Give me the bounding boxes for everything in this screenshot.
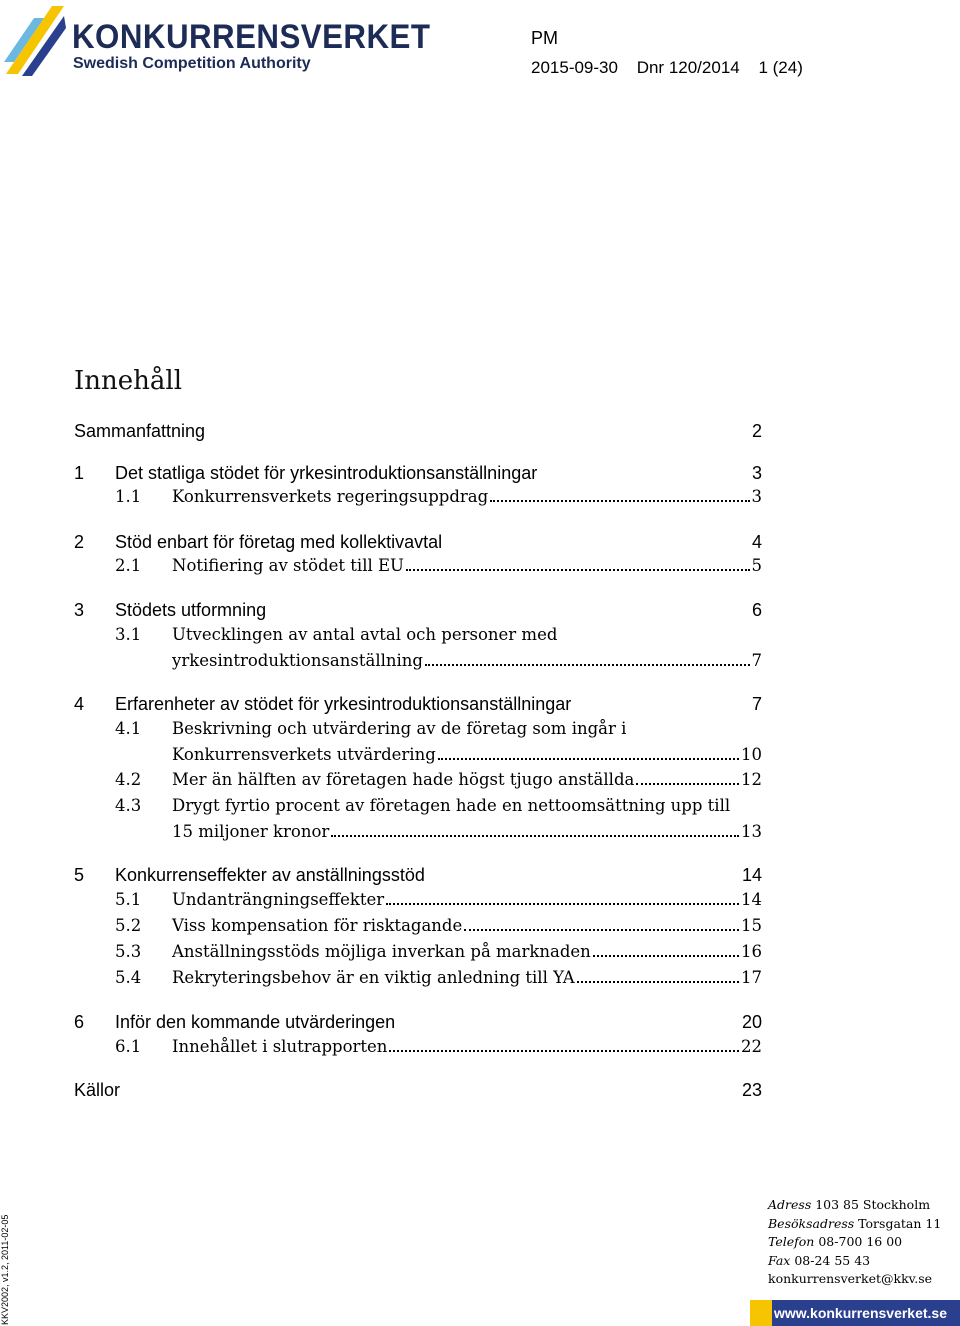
dot-leader — [389, 1050, 739, 1052]
toc-subentry[interactable] — [74, 1034, 762, 1060]
toc-entry-number: 6 — [74, 1012, 85, 1032]
toc-entry[interactable] — [74, 691, 762, 717]
dot-leader — [636, 783, 739, 785]
toc-entry-title-line2: Konkurrensverkets utvärdering — [172, 745, 436, 764]
contact-block — [768, 1196, 941, 1289]
phone-label: Telefon — [768, 1234, 815, 1250]
email-link[interactable]: konkurrensverket@kkv.se — [768, 1271, 933, 1287]
toc-subentry[interactable] — [74, 793, 762, 845]
doc-type: PM — [531, 28, 558, 48]
toc-entry-number: 5.4 — [115, 968, 142, 987]
toc-entry-number: 5.3 — [115, 942, 142, 961]
website-banner[interactable] — [750, 1300, 960, 1326]
toc-subentry[interactable] — [74, 767, 762, 793]
toc-entry-title-line2: yrkesintroduktionsanställning — [172, 651, 423, 670]
toc-entry-page: 7 — [751, 651, 762, 670]
address-value: 103 85 Stockholm — [815, 1197, 931, 1212]
toc-entry-title-line1: Drygt fyrtio procent av företagen hade en nettoomsättning upp till — [172, 796, 731, 815]
toc-entry-title-line1: Utvecklingen av antal avtal och personer med — [172, 625, 558, 644]
dot-leader — [406, 569, 750, 571]
toc-entry-page: 16 — [741, 942, 762, 961]
toc-entry-title: Viss kompensation för risktagande — [172, 916, 463, 935]
fax-line — [768, 1252, 941, 1271]
dot-leader — [386, 903, 739, 905]
toc-entry-page: 4 — [751, 532, 762, 552]
toc-entry-page: 13 — [741, 822, 762, 841]
visit-value: Torsgatan 11 — [858, 1215, 942, 1231]
toc-entry-page: 15 — [741, 916, 762, 935]
toc-entry-page: 3 — [751, 463, 762, 483]
toc-entry-title-line2: 15 miljoner kronor — [172, 822, 330, 841]
toc-entry-title: Konkurrenseffekter av anställningsstöd — [115, 865, 425, 885]
toc-entry-title: Källor — [74, 1080, 121, 1100]
toc-entry-number: 3 — [74, 600, 85, 620]
doc-page: 1 (24) — [758, 58, 803, 77]
toc-entry-page: 5 — [751, 556, 762, 575]
doc-date: 2015-09-30 — [531, 58, 618, 77]
website-link[interactable]: www.konkurrensverket.se — [774, 1305, 948, 1321]
toc-entry-page: 6 — [751, 600, 762, 620]
toc-entry-number: 1 — [74, 463, 85, 483]
doc-dnr: Dnr 120/2014 — [636, 58, 740, 77]
toc-entry-page: 10 — [741, 745, 762, 764]
dot-leader — [331, 835, 739, 837]
toc-entry-title: Erfarenheter av stödet för yrkesintroduktionsanställningar — [115, 694, 572, 714]
toc-entry-page: 14 — [741, 890, 762, 909]
toc-entry-title-line1: Beskrivning och utvärdering av de företag som ingår i — [172, 719, 627, 738]
doc-meta — [531, 58, 803, 78]
toc-entry[interactable] — [74, 460, 762, 486]
toc-entry-title: Mer än hälften av företagen hade högst tjugo anställda — [172, 770, 635, 789]
toc-entry[interactable] — [74, 862, 762, 888]
toc-entry-title: Inför den kommande utvärderingen — [115, 1012, 396, 1032]
phone-value: 08-700 16 00 — [818, 1234, 903, 1250]
toc-entry-page: 12 — [741, 770, 762, 789]
toc-entry-number: 4 — [74, 694, 85, 714]
address-label: Adress — [768, 1197, 812, 1212]
dot-leader — [577, 981, 739, 983]
toc-subentry[interactable] — [74, 622, 762, 674]
toc-entry-page: 7 — [751, 694, 762, 714]
toc-entry-title: Stödets utformning — [115, 600, 267, 620]
toc-entry-title: Anställningsstöds möjliga inverkan på marknaden — [172, 942, 591, 961]
logo-subtitle: Swedish Competition Authority — [73, 55, 311, 72]
toc-entry-page: 3 — [751, 487, 762, 506]
toc-entry-page: 2 — [751, 421, 762, 441]
toc-entry-number: 2 — [74, 532, 85, 552]
toc-entry-page: 17 — [741, 968, 762, 987]
toc-entry-page: 20 — [741, 1012, 762, 1032]
address-line — [768, 1196, 941, 1215]
toc-entry-title: Stöd enbart för företag med kollektivavtal — [115, 532, 443, 552]
toc-entry-title: Undanträngningseffekter — [172, 890, 385, 909]
toc-subentry[interactable] — [74, 716, 762, 768]
toc-entry[interactable] — [74, 1009, 762, 1035]
visit-line — [768, 1215, 941, 1234]
toc-subentry[interactable] — [74, 965, 762, 991]
toc-entry-number: 5 — [74, 865, 85, 885]
dot-leader — [438, 758, 739, 760]
toc-entry[interactable] — [74, 529, 762, 555]
logo — [4, 4, 431, 79]
fax-value: 08-24 55 43 — [794, 1252, 871, 1268]
toc-entry[interactable] — [74, 1077, 762, 1103]
logo-mark-icon — [4, 4, 66, 76]
toc-subentry[interactable] — [74, 484, 762, 510]
dot-leader — [490, 500, 749, 502]
toc-entry-page: 23 — [741, 1080, 762, 1100]
toc-entry-number: 5.1 — [115, 890, 142, 909]
toc-entry-title: Konkurrensverkets regeringsuppdrag — [172, 487, 489, 506]
toc-title: Innehåll — [74, 366, 183, 396]
phone-line — [768, 1233, 941, 1252]
toc-entry-number: 1.1 — [115, 487, 142, 506]
dot-leader — [425, 664, 750, 666]
logo-wordmark: KONKURRENSVERKET — [72, 18, 431, 56]
dot-leader — [593, 955, 739, 957]
toc-entry-title: Innehållet i slutrapporten — [172, 1037, 388, 1056]
banner-stripe — [750, 1300, 772, 1326]
toc-subentry[interactable] — [74, 913, 762, 939]
toc-entry-page: 22 — [741, 1037, 762, 1056]
form-version: KKV2002, v1.2, 2011-02-05 — [0, 1214, 10, 1325]
toc-entry-number: 3.1 — [115, 625, 142, 644]
toc-entry-number: 6.1 — [115, 1037, 142, 1056]
toc-entry[interactable] — [74, 418, 762, 444]
toc-entry-title: Notifiering av stödet till EU — [172, 556, 404, 575]
toc-entry-title: Rekryteringsbehov är en viktig anledning till YA — [172, 968, 575, 987]
toc-subentry[interactable] — [74, 887, 762, 913]
toc-entry-number: 4.2 — [115, 770, 142, 789]
toc-entry-number: 4.1 — [115, 719, 142, 738]
toc-entry-number: 4.3 — [115, 796, 142, 815]
toc-entry-number: 5.2 — [115, 916, 142, 935]
dot-leader — [464, 929, 739, 931]
toc-subentry[interactable] — [74, 939, 762, 965]
fax-label: Fax — [768, 1252, 791, 1268]
visit-label: Besöksadress — [768, 1215, 855, 1231]
toc-entry-title: Det statliga stödet för yrkesintroduktionsanställningar — [115, 463, 538, 483]
toc-entry[interactable] — [74, 597, 762, 623]
toc-entry-title: Sammanfattning — [74, 421, 206, 441]
toc-entry-number: 2.1 — [115, 556, 142, 575]
toc-entry-page: 14 — [741, 865, 762, 885]
toc-subentry[interactable] — [74, 553, 762, 579]
